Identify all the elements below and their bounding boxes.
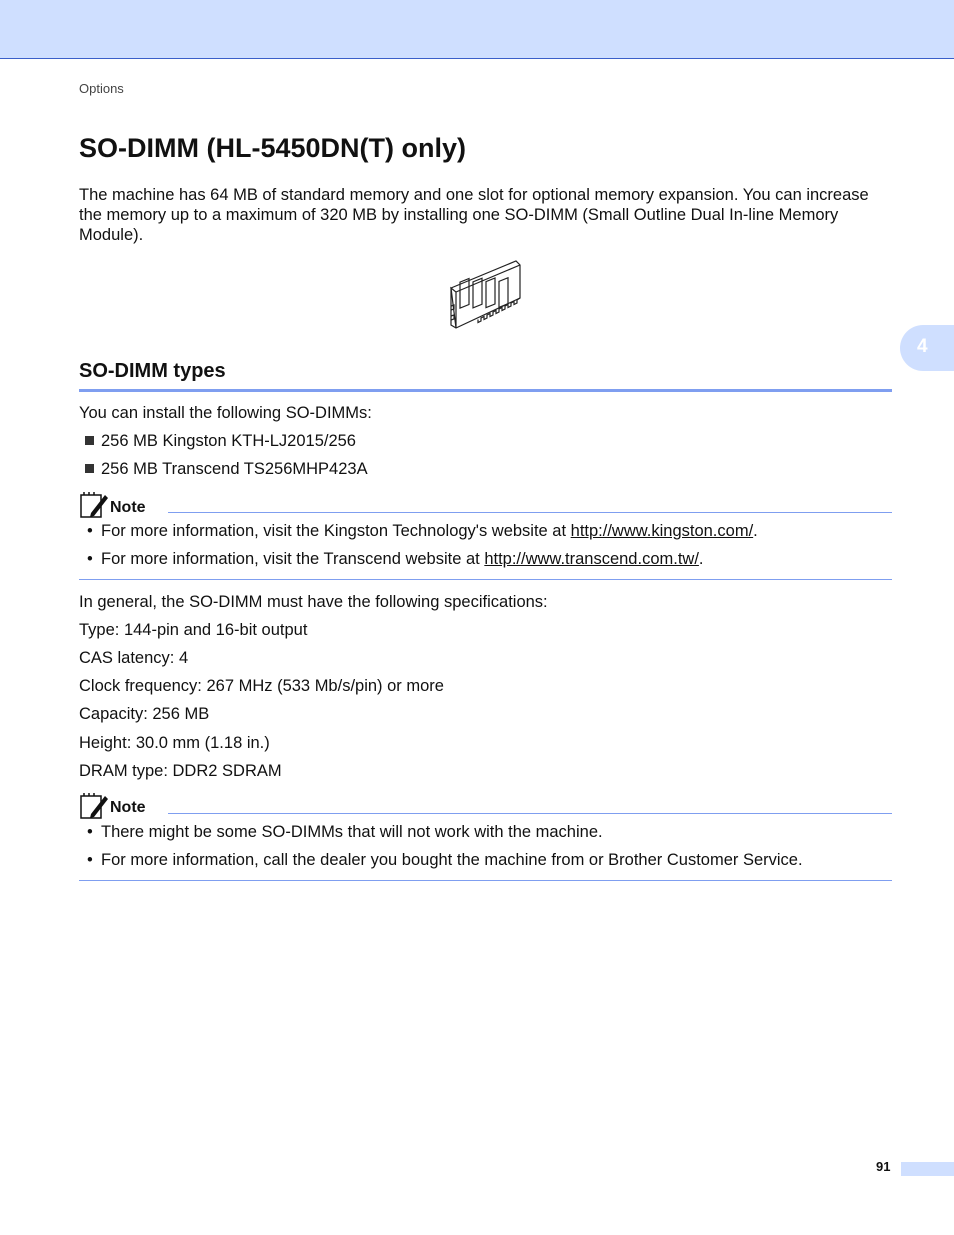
note-pencil-icon xyxy=(79,792,109,820)
spec-line: CAS latency: 4 xyxy=(79,649,189,667)
page-number: 91 xyxy=(876,1159,891,1174)
page-header-bar xyxy=(0,0,954,59)
spec-line: Height: 30.0 mm (1.18 in.) xyxy=(79,734,270,752)
note-label: Note xyxy=(110,499,146,516)
section-rule xyxy=(79,389,892,392)
specs-lead: In general, the SO-DIMM must have the following specifications: xyxy=(79,593,548,611)
spec-line: Capacity: 256 MB xyxy=(79,705,210,723)
spec-line: DRAM type: DDR2 SDRAM xyxy=(79,762,282,780)
spec-line: Type: 144-pin and 16-bit output xyxy=(79,621,308,639)
breadcrumb: Options xyxy=(79,81,124,96)
square-bullet-icon xyxy=(85,436,94,445)
note-rule xyxy=(168,512,892,513)
transcend-link[interactable]: http://www.transcend.com.tw/ xyxy=(484,550,699,568)
note-item: • There might be some SO-DIMMs that will not work with the machine. xyxy=(87,823,603,841)
so-dimm-illustration xyxy=(448,258,524,332)
note-item: • For more information, call the dealer you bought the machine from or Brother Customer Service. xyxy=(87,851,803,869)
chapter-tab: 4 xyxy=(900,325,954,371)
list-item: 256 MB Kingston KTH-LJ2015/256 xyxy=(85,431,356,451)
intro-paragraph: The machine has 64 MB of standard memory and one slot for optional memory expansion. You can increase the memory up to a maximum of 320 MB by installing one SO-DIMM (Small Outline Dual In-line Memory Module). xyxy=(79,186,869,244)
types-lead: You can install the following SO-DIMMs: xyxy=(79,404,372,422)
note-end-rule xyxy=(79,880,892,881)
note-label: Note xyxy=(110,799,146,816)
section-heading-so-dimm-types: SO-DIMM types xyxy=(79,360,226,382)
note-item: • For more information, visit the Kingston Technology's website at http://www.kingston.com/. xyxy=(87,522,758,540)
list-item: 256 MB Transcend TS256MHP423A xyxy=(85,459,368,479)
kingston-link[interactable]: http://www.kingston.com/ xyxy=(570,522,754,540)
note-pencil-icon xyxy=(79,491,109,519)
square-bullet-icon xyxy=(85,464,94,473)
note-rule xyxy=(168,813,892,814)
note-item: • For more information, visit the Transcend website at http://www.transcend.com.tw/. xyxy=(87,550,704,568)
note-end-rule xyxy=(79,579,892,580)
page-title: SO-DIMM (HL-5450DN(T) only) xyxy=(79,133,466,163)
page-footer-bar xyxy=(901,1162,954,1176)
spec-line: Clock frequency: 267 MHz (533 Mb/s/pin) or more xyxy=(79,677,444,695)
